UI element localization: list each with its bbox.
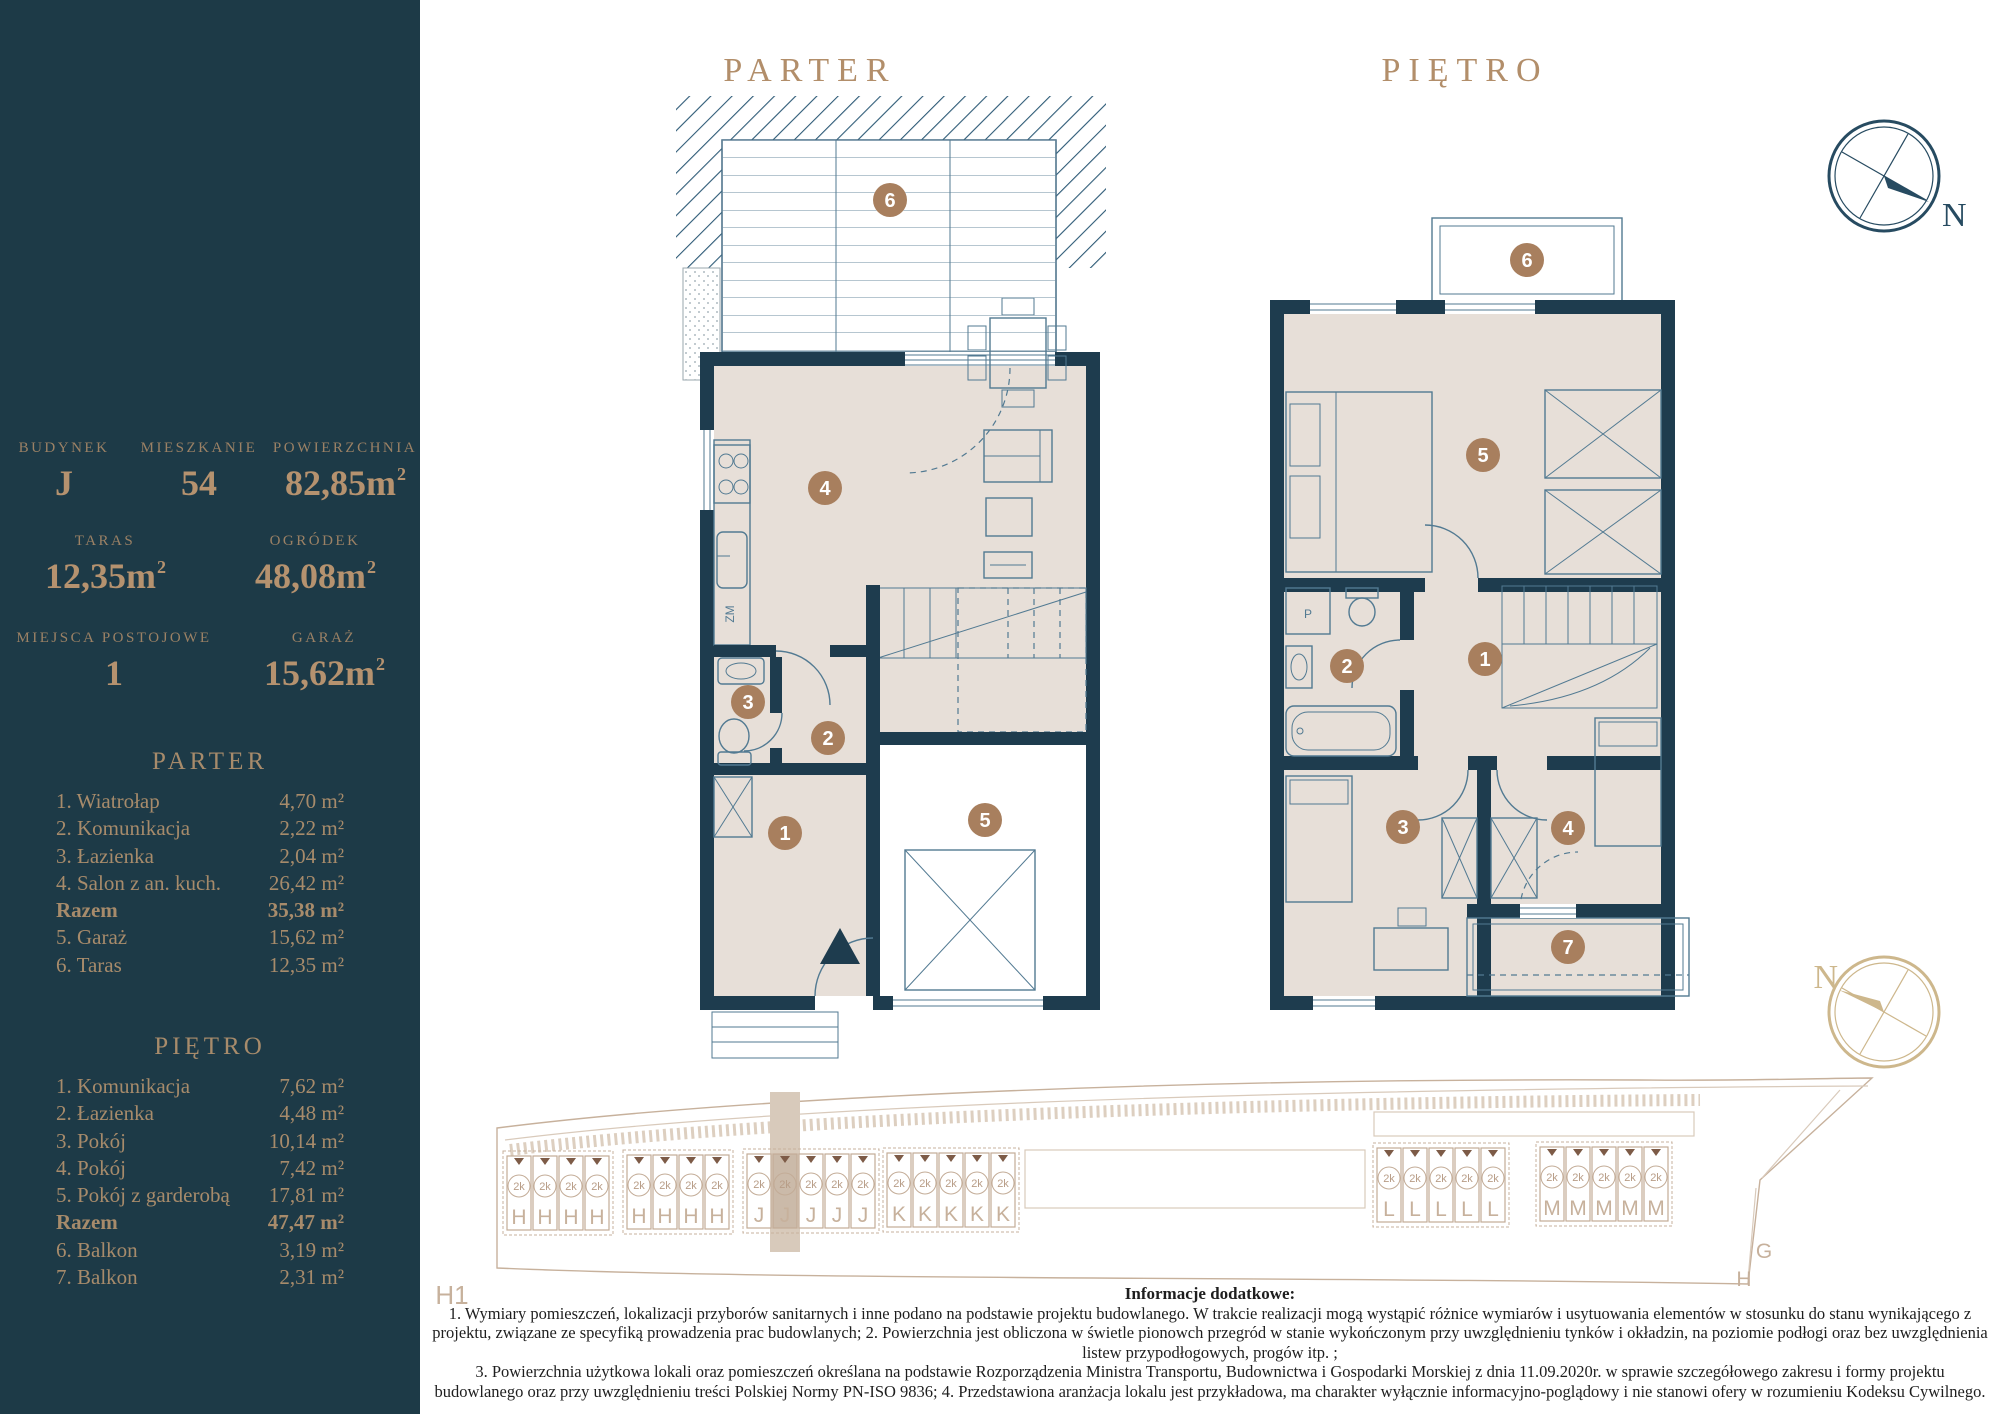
stat-value: $12,35m^2$ (45, 556, 166, 596)
unit-type-badge: 2k (805, 1179, 817, 1191)
room-name: 1. Wiatrołap (56, 789, 160, 813)
garage-left-wall (866, 585, 880, 996)
svg-text:4: 4 (1562, 818, 1574, 840)
site-unit (1377, 1148, 1401, 1222)
building-letter: L (1461, 1198, 1473, 1221)
svg-text:5: 5 (979, 810, 991, 832)
site-unit (1618, 1147, 1642, 1221)
bath-door-opening (1400, 640, 1414, 690)
unit-type-badge: 2k (565, 1181, 577, 1193)
room-area: 26,42 m² (268, 870, 344, 895)
washing-machine-label: P (1303, 607, 1313, 621)
svg-text:1: 1 (779, 823, 791, 845)
site-unit (1481, 1148, 1505, 1222)
room-name: 2. Łazienka (56, 1101, 154, 1126)
entry-door-opening (815, 996, 873, 1010)
site-unit (1540, 1147, 1564, 1221)
north-label: N (1813, 959, 1838, 996)
unit-type-badge: 2k (831, 1179, 843, 1191)
room5-door-opening (1425, 578, 1478, 592)
site-label-h1: H1 (435, 1280, 469, 1310)
site-road (505, 1086, 1868, 1140)
room-number (1510, 243, 1544, 277)
room-name: 3. Łazienka (56, 843, 154, 868)
building-letter: J (753, 1204, 765, 1227)
stat-label: BUDYNEK (18, 440, 110, 456)
room-area: 7,62 m² (279, 1074, 344, 1098)
building-letter: H (589, 1206, 605, 1229)
building-letter: K (943, 1203, 959, 1226)
room-number (1468, 642, 1502, 676)
stat-value: $15,62m^2$ (264, 653, 385, 693)
top-window (1310, 300, 1396, 314)
unit-type-badge: 2k (945, 1178, 957, 1190)
site-unit (653, 1155, 677, 1229)
bedroom-divider-wall (1477, 770, 1491, 996)
stat-label: POWIERZCHNIA (272, 440, 418, 456)
site-unit (585, 1156, 609, 1230)
unit-type-badge: 2k (753, 1179, 765, 1191)
building-letter: H (631, 1205, 647, 1228)
garage (880, 745, 1086, 1010)
additional-info (432, 1284, 1988, 1401)
unit-type-badge: 2k (591, 1181, 603, 1193)
terrace-door (905, 352, 1055, 366)
building-letter: H (657, 1205, 673, 1228)
stat-value: J (55, 463, 73, 503)
room-number (811, 721, 845, 755)
unit-type-badge: 2k (1598, 1172, 1610, 1184)
room-area: 2,31 m² (279, 1265, 344, 1290)
footer-heading: Informacje dodatkowe: (1124, 1284, 1296, 1303)
stat-label: MIESZKANIE (140, 440, 258, 456)
building-letter: H (511, 1206, 527, 1229)
unit-type-badge: 2k (1487, 1173, 1499, 1185)
room-area: 17,81 m² (268, 1183, 344, 1208)
room-number (1551, 811, 1585, 845)
room-number (968, 803, 1002, 837)
unit-type-badge: 2k (1461, 1173, 1473, 1185)
site-unit (627, 1155, 651, 1229)
parking-ticks (510, 1100, 1700, 1150)
stat-value: 54 (181, 463, 217, 503)
svg-text:2: 2 (822, 728, 834, 750)
room-name: 4. Salon z an. kuch. (56, 870, 222, 895)
site-label-g: G (1755, 1240, 1773, 1263)
stat-label: TARAS (74, 533, 136, 549)
room-name: Razem (56, 1210, 118, 1235)
building-letter: H (537, 1206, 553, 1229)
site-unit (705, 1155, 729, 1229)
room-area: 2,22 m² (279, 816, 344, 841)
pietro-floorplan (1270, 218, 1689, 1010)
plan-title-pietro: PIĘTRO (1381, 52, 1549, 89)
room-area: 35,38 m² (267, 898, 344, 923)
left-window (700, 430, 714, 510)
room-name: Razem (56, 898, 118, 923)
building-letter: M (1569, 1197, 1587, 1220)
unit-type-badge: 2k (1383, 1173, 1395, 1185)
plan-title-parter: PARTER (723, 52, 897, 89)
compass-north-icon-gold (1813, 957, 1939, 1067)
unit-type-badge: 2k (633, 1180, 645, 1192)
unit-type-badge: 2k (539, 1181, 551, 1193)
room-number (768, 816, 802, 850)
unit-type-badge: 2k (893, 1178, 905, 1190)
site-unit (559, 1156, 583, 1230)
site-unit (1403, 1148, 1427, 1222)
sidebar-heading-parter: PARTER (151, 748, 269, 775)
svg-text:5: 5 (1477, 445, 1489, 467)
room4-door-opening (1497, 756, 1547, 770)
svg-text:1: 1 (1479, 649, 1491, 671)
parter-floorplan (676, 96, 1106, 1058)
site-units (503, 1092, 1672, 1252)
site-unit (533, 1156, 557, 1230)
room-area: 4,70 m² (279, 789, 344, 813)
stat-value: $48,08m^2$ (255, 556, 376, 596)
footer-line-2: 3. Powierzchnia użytkowa lokali oraz pomieszczeń określana na podstawie Rozporządzenia Ministra Transportu, Budownictwa i Gospodarki Morskiej z dnia 11.09.2020r. w sprawie szczegółowego zakresu i formy projektu budowlanego oraz przy uwzględnieniu treści Polskiej Normy PN-ISO 9836; 4. Przedstawiona aranżacja lokalu jest przykładowa, ma charakter wyłącznie informacyjno-poglądowy i nie stanowi ofery w rozumieniu Kodeksu Cywilnego. (434, 1362, 1986, 1401)
unit-type-badge: 2k (1650, 1172, 1662, 1184)
garage-strip-2 (1374, 1112, 1694, 1136)
room-number (1466, 438, 1500, 472)
room-area: 10,14 m² (268, 1128, 344, 1153)
building-letter: J (831, 1204, 843, 1227)
room-name: 6. Taras (56, 952, 122, 977)
unit-type-badge: 2k (779, 1179, 791, 1191)
unit-type-badge: 2k (919, 1178, 931, 1190)
stat-label: OGRÓDEK (269, 533, 361, 549)
site-unit (1429, 1148, 1453, 1222)
building-letter: H (563, 1206, 579, 1229)
svg-text:3: 3 (742, 692, 754, 714)
svg-text:2: 2 (1341, 656, 1353, 678)
svg-text:4: 4 (819, 478, 831, 500)
room-name: 7. Balkon (56, 1265, 138, 1290)
site-unit (1592, 1147, 1616, 1221)
room-area: 4,48 m² (279, 1101, 344, 1126)
building-letter: K (969, 1203, 985, 1226)
svg-text:6: 6 (1521, 250, 1533, 272)
site-unit (991, 1153, 1015, 1227)
stat-value: $82,85m^2$ (285, 463, 406, 503)
site-unit (1566, 1147, 1590, 1221)
room-number (1386, 810, 1420, 844)
room-area: 12,35 m² (268, 952, 344, 977)
site-unit (887, 1153, 911, 1227)
room-name: 5. Garaż (56, 925, 128, 950)
site-unit (679, 1155, 703, 1229)
building-letter: J (805, 1204, 817, 1227)
room-number (808, 471, 842, 505)
building-letter: L (1409, 1198, 1421, 1221)
compass-north-icon (1829, 121, 1967, 234)
svg-text:3: 3 (1397, 817, 1409, 839)
room-name: 3. Pokój (56, 1128, 127, 1153)
room-number (1551, 930, 1585, 964)
bath-top-wall (714, 645, 776, 657)
svg-text:6: 6 (884, 190, 896, 212)
site-unit (747, 1154, 771, 1228)
site-unit (1455, 1148, 1479, 1222)
stat-label: MIEJSCA POSTOJOWE (16, 630, 212, 646)
room-area: 15,62 m² (268, 925, 344, 950)
unit-type-badge: 2k (711, 1180, 723, 1192)
building-letter: J (857, 1204, 869, 1227)
sidebar-heading-pietro: PIĘTRO (154, 1033, 266, 1060)
room-number (731, 685, 765, 719)
terrace-deck (722, 140, 1056, 352)
unit-type-badge: 2k (1435, 1173, 1447, 1185)
room-number (873, 183, 907, 217)
building-letter: K (995, 1203, 1011, 1226)
unit-type-badge: 2k (1572, 1172, 1584, 1184)
building-letter: L (1435, 1198, 1447, 1221)
footer-line-1: 1. Wymiary pomieszczeń, lokalizacji przyborów sanitarnych i inne podano na podstawie projektu budowlanego. W trakcie realizacji mogą wystąpić różnice wymiarów i usytuowania elementów w stosunku do stanu wynikającego z projektu, związane ze specyfiką prowadzenia prac budowlanych; 2. Powierzchnia jest obliczona w świetle pionowch przegród w stanie wykończonym przy uwzględnieniu tynków i okładzin, na poziomie podłogi oraz bez uwzględnienia listew przypodłogowych, progów itp. ; (432, 1303, 1988, 1362)
room-name: 4. Pokój (56, 1155, 127, 1180)
building-letter: M (1595, 1197, 1613, 1220)
entry-porch (712, 1012, 838, 1058)
room-name: 5. Pokój z garderobą (56, 1183, 230, 1208)
site-unit (507, 1156, 531, 1230)
kitchen-label-zm: ZM (723, 605, 737, 623)
site-unit (799, 1154, 823, 1228)
bedroom-top-wall (1284, 756, 1661, 770)
room-area: 7,42 m² (279, 1155, 344, 1180)
room-name: 6. Balkon (56, 1237, 138, 1262)
room-name: 1. Komunikacja (56, 1074, 191, 1098)
site-unit (851, 1154, 875, 1228)
unit-type-badge: 2k (659, 1180, 671, 1192)
room-area: 47,47 m² (267, 1210, 344, 1235)
unit-type-badge: 2k (1624, 1172, 1636, 1184)
building-letter: L (1487, 1198, 1499, 1221)
site-plan (435, 1078, 1872, 1310)
building-letter: K (891, 1203, 907, 1226)
unit-type-badge: 2k (1409, 1173, 1421, 1185)
room-name: 2. Komunikacja (56, 816, 191, 841)
site-unit (965, 1153, 989, 1227)
garage-strip (1025, 1150, 1365, 1208)
stat-value: 1 (105, 653, 123, 693)
balcony-door (1445, 300, 1535, 314)
site-unit (1644, 1147, 1668, 1221)
unit-type-badge: 2k (857, 1179, 869, 1191)
site-unit (825, 1154, 849, 1228)
unit-type-badge: 2k (1546, 1172, 1558, 1184)
stat-label: GARAŻ (291, 630, 357, 646)
unit-type-badge: 2k (685, 1180, 697, 1192)
room3-door-opening (1418, 756, 1468, 770)
building-letter: K (917, 1203, 933, 1226)
building-letter: H (709, 1205, 725, 1228)
site-label-h: H (1736, 1268, 1752, 1291)
room-area: 2,04 m² (279, 843, 344, 868)
north-label: N (1942, 197, 1967, 234)
building-letter: L (1383, 1198, 1395, 1221)
building-letter: M (1647, 1197, 1665, 1220)
unit-type-badge: 2k (513, 1181, 525, 1193)
bottom-window (1313, 996, 1375, 1010)
unit-type-badge: 2k (997, 1178, 1009, 1190)
garage-top-wall (866, 732, 1086, 745)
building-letter: H (683, 1205, 699, 1228)
site-unit (913, 1153, 937, 1227)
room-area: 3,19 m² (279, 1237, 344, 1262)
site-unit (939, 1153, 963, 1227)
building-letter: M (1543, 1197, 1561, 1220)
bath-side-wall (770, 657, 782, 713)
unit-type-badge: 2k (971, 1178, 983, 1190)
hall-top-wall (830, 645, 866, 657)
building-letter: M (1621, 1197, 1639, 1220)
svg-text:7: 7 (1562, 937, 1574, 959)
site-unit (773, 1154, 797, 1228)
building-letter: J (779, 1204, 791, 1227)
room-number (1330, 649, 1364, 683)
